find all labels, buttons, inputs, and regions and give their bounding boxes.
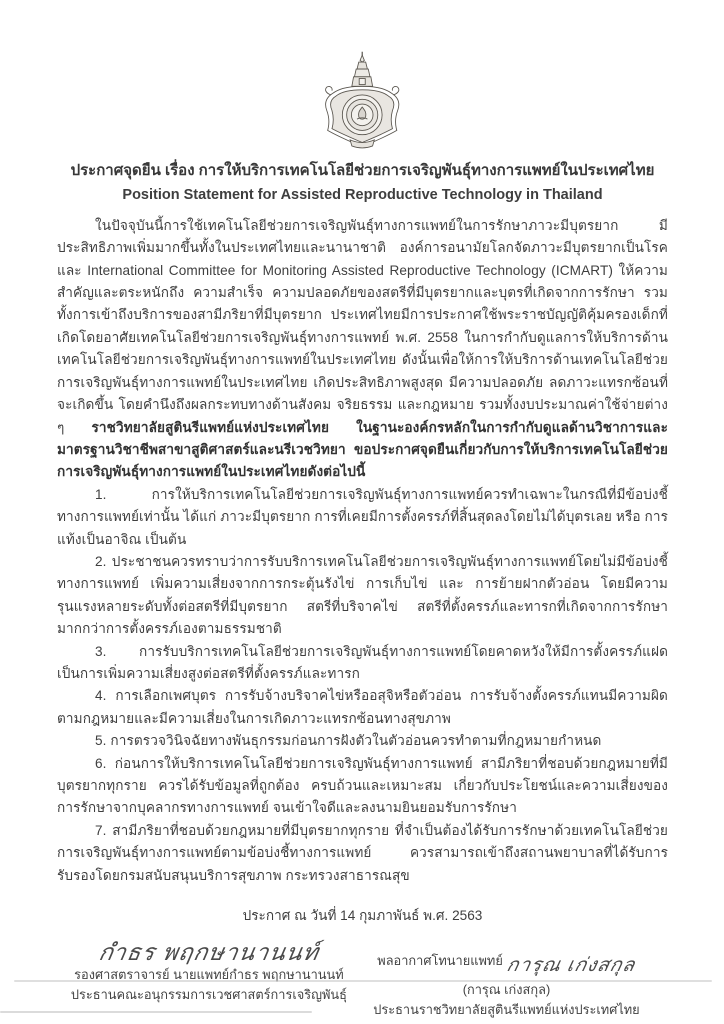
signature-left-name: รองศาสตราจารย์ นายแพทย์กำธร พฤกษานานนท์ — [74, 967, 344, 983]
signature-left-handwriting: กำธร พฤกษานานนท์ — [96, 939, 322, 966]
statement-item-6: 6. ก่อนการให้บริการเทคโนโลยีช่วยการเจริญพันธุ์ทางการแพทย์ สามีภริยาที่ชอบด้วยกฎหมายที่มีบุตรยากทุกราย ควรได้รับข้อมูลที่ถูกต้อง ครบถ้วนและเหมาะสม เกี่ยวกับประโยชน์และความเสี่ยงของการรักษาจากบุคลากรทางการแพทย์ จนเข้าใจดีและลงนามยินยอมรับการรักษา — [57, 755, 668, 816]
scan-artifact-line — [0, 1011, 312, 1013]
signature-right-handwriting: การุณ เก่งสกุล — [504, 955, 638, 977]
royal-college-emblem-icon — [319, 50, 405, 152]
document-body — [57, 215, 668, 887]
statement-item-7: 7. สามีภริยาที่ชอบด้วยกฎหมายที่มีบุตรยากทุกราย ที่จำเป็นต้องได้รับการรักษาด้วยเทคโนโลยีช่วยการเจริญพันธุ์ทางการแพทย์ตามข้อบ่งชี้ทางการแพทย์ ควรสามารถเข้าถึงสถานพยาบาลที่ได้รับการรับรองโดยกรมสนับสนุนบริการสุขภาพ กระทรวงสาธารณสุข — [57, 822, 668, 883]
intro-text-normal: ในปัจจุบันนี้การใช้เทคโนโลยีช่วยการเจริญพันธุ์ทางการแพทย์ในการรักษาภาวะมีบุตรยาก มีประสิทธิภาพเพิ่มมากขึ้นทั้งในประเทศไทยและนานาชาติ องค์การอนามัยโลกจัดภาวะมีบุตรยากเป็นโรค และ International Committee for Monitoring Assisted Reproductive Technology (ICMART) ให้ความสำคัญและตระหนักถึง ความสำเร็จ ความปลอดภัยของสตรีที่มีบุตรยากและบุตรที่เกิดจากการรักษา รวมทั้งการเข้าถึงบริการของสามีภริยาที่มีบุตรยาก ประเทศไทยมีการประกาศใช้พระราชบัญญัติคุ้มครองเด็กที่เกิดโดยอาศัยเทคโนโลยีช่วยการเจริญพันธุ์ทางการแพทย์ พ.ศ. 2558 ในการกำกับดูแลการให้บริการด้านเทคโนโลยีช่วยการเจริญพันธุ์ทางการแพทย์ในประเทศไทย ดังนั้นเพื่อให้การให้บริการด้านเทคโนโลยีช่วยการเจริญพันธุ์ทางการแพทย์ในประเทศไทย เกิดประสิทธิภาพสูงสุด มีความปลอดภัย ลดภาวะแทรกซ้อนที่จะเกิดขึ้น โดยคำนึงถึงผลกระทบทางด้านสังคม จริยธรรม และกฎหมาย รวมทั้งงบประมาณค่าใช้จ่ายต่าง ๆ — [57, 217, 668, 435]
signature-left-title: ประธานคณะอนุกรรมการเวชศาสตร์การเจริญพันธุ์ — [70, 987, 347, 1003]
signature-right-prefix: พลอากาศโทนายแพทย์ — [377, 953, 503, 969]
emblem-container — [57, 50, 668, 154]
signature-right-name-paren: (การุณ เก่งสกุล) — [462, 982, 551, 998]
statement-item-3: 3. การรับบริการเทคโนโลยีช่วยการเจริญพันธุ์ทางการแพทย์โดยคาดหวังให้มีการตั้งครรภ์แฝดเป็นการเพิ่มความเสี่ยงสูงต่อสตรีที่ตั้งครรภ์และทารก — [57, 643, 668, 681]
intro-paragraph — [57, 215, 668, 484]
intro-text-bold: ราชวิทยาลัยสูตินรีแพทย์แห่งประเทศไทย ในฐานะองค์กรหลักในการกำกับดูแลด้านวิชาการและมาตรฐานวิชาชีพสาขาสูติศาสตร์และนรีเวชวิทยา ขอประกาศจุดยืนเกี่ยวกับการให้บริการเทคโนโลยีช่วยการเจริญพันธุ์ทางการแพทย์ในประเทศไทยดังต่อไปนี้ — [57, 419, 669, 480]
statement-item-1: 1. การให้บริการเทคโนโลยีช่วยการเจริญพันธุ์ทางการแพทย์ควรทำเฉพาะในกรณีที่มีข้อบ่งชี้ทางการแพทย์เท่านั้น ได้แก่ ภาวะมีบุตรยาก การที่เคยมีการตั้งครรภ์ที่สิ้นสุดลงโดยไม่ได้บุตรเลย หรือ การแท้งเป็นอาจิณ เป็นต้น — [57, 486, 668, 547]
statement-item-4: 4. การเลือกเพศบุตร การรับจ้างบริจาคไข่หรืออสุจิหรือตัวอ่อน การรับจ้างตั้งครรภ์แทนมีความผิดตามกฎหมายและมีความเสี่ยงในการเกิดภาวะแทรกซ้อนทางสุขภาพ — [57, 688, 668, 726]
signature-right-title: ประธานราชวิทยาลัยสูตินรีแพทย์แห่งประเทศไทย — [373, 1002, 640, 1018]
scan-artifact-line — [14, 980, 712, 982]
statement-item-5: 5. การตรวจวินิจฉัยทางพันธุกรรมก่อนการฝังตัวในตัวอ่อนควรทำตามที่กฎหมายกำหนด — [95, 733, 602, 749]
announcement-date: ประกาศ ณ วันที่ 14 กุมภาพันธ์ พ.ศ. 2563 — [242, 908, 483, 924]
title-block — [57, 160, 668, 205]
document-title-english: Position Statement for Assisted Reproductive Technology in Thailand — [122, 187, 603, 203]
document-title-thai: ประกาศจุดยืน เรื่อง การให้บริการเทคโนโลยีช่วยการเจริญพันธุ์ทางการแพทย์ในประเทศไทย — [70, 162, 655, 179]
statement-item-2: 2. ประชาชนควรทราบว่าการรับบริการเทคโนโลยีช่วยการเจริญพันธุ์ทางการแพทย์โดยไม่มีข้อบ่งชี้ทางการแพทย์ เพิ่มความเสี่ยงจากการกระตุ้นรังไข่ การเก็บไข่ และ การย้ายฝากตัวอ่อน โดยมีความรุนแรงหลายระดับทั้งต่อสตรีที่มีบุตรยาก สตรีที่บริจาคไข่ สตรีที่ตั้งครรภ์และทารกที่เกิดจากการรักษา มากกว่าการตั้งครรภ์เองตามธรรมชาติ — [57, 553, 668, 637]
